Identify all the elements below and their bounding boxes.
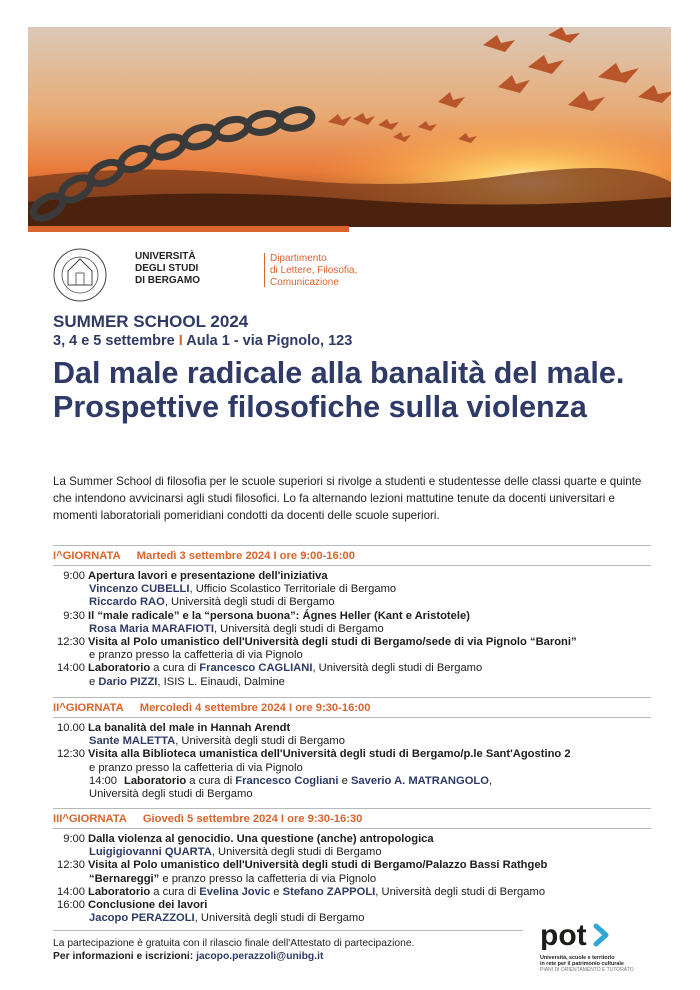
page-title: Dal male radicale alla banalità del male. Prospettive filosofiche sulla violenza bbox=[53, 356, 625, 424]
event-dates-place bbox=[53, 332, 653, 351]
university-seal-icon bbox=[52, 245, 136, 305]
session-title: Apertura lavori e presentazione dell'iniziativa bbox=[88, 570, 328, 582]
schedule-item bbox=[53, 859, 651, 872]
department-line: Comunicazione bbox=[270, 277, 339, 288]
separator: I bbox=[178, 333, 183, 349]
session-title: Laboratorio bbox=[124, 774, 187, 787]
time: 12:30 bbox=[57, 859, 85, 872]
contact-email-link[interactable]: jacopo.perazzoli@unibg.it bbox=[196, 951, 324, 962]
day-3-section bbox=[53, 808, 651, 925]
contact-label: Per informazioni e iscrizioni: bbox=[53, 951, 194, 962]
schedule-item bbox=[53, 722, 651, 735]
session-title: Visita alla Biblioteca umanistica dell'Università degli studi di Bergamo/p.le Sant'Agostino 2 bbox=[88, 748, 571, 761]
session-title: Visita al Polo umanistico dell'Università degli studi di Bergamo/Palazzo Bassi Rathgeb bbox=[88, 859, 548, 872]
day-when: Martedì 3 settembre 2024 I ore 9:00-16:00 bbox=[136, 550, 355, 562]
speaker-line bbox=[53, 846, 651, 859]
connector: e bbox=[338, 774, 351, 787]
note-line bbox=[53, 762, 651, 775]
speaker: Jacopo PERAZZOLI bbox=[89, 912, 195, 925]
note: e pranzo presso la caffetteria di via Pignolo bbox=[89, 649, 303, 662]
university-name bbox=[135, 251, 265, 287]
session-title: La banalità del male in Hannah Arendt bbox=[88, 722, 291, 734]
schedule-item bbox=[53, 886, 651, 899]
session-title: Laboratorio bbox=[88, 885, 151, 898]
note: e pranzo presso la caffetteria di via Pignolo bbox=[89, 761, 303, 774]
affiliation: , Università degli studi di Bergamo bbox=[211, 846, 382, 859]
day-label: II^GIORNATA bbox=[53, 702, 124, 714]
time: 12:30 bbox=[57, 636, 85, 649]
university-name-line: DI BERGAMO bbox=[135, 275, 200, 286]
affiliation: , bbox=[488, 774, 493, 787]
pot-subtitle: PIANI DI ORIENTAMENTO E TUTORATO bbox=[540, 967, 634, 973]
time: 9:00 bbox=[63, 833, 85, 845]
speaker: Francesco Cogliani bbox=[235, 774, 339, 787]
speaker-line bbox=[53, 596, 651, 609]
day-label: III^GIORNATA bbox=[53, 813, 127, 825]
speaker-line bbox=[53, 676, 651, 689]
speaker: Sante MALETTA bbox=[89, 735, 176, 748]
pot-logo bbox=[540, 920, 670, 976]
schedule-item bbox=[53, 662, 651, 675]
note-line bbox=[53, 788, 651, 801]
note-line bbox=[53, 873, 651, 886]
day-header bbox=[53, 545, 651, 566]
participation-note: La partecipazione è gratuita con il rilascio finale dell'Attestato di partecipazione. bbox=[53, 938, 415, 949]
department-line: di Lettere, Filosofia, bbox=[270, 265, 358, 276]
sunset-chain-birds-illustration bbox=[28, 27, 671, 227]
session-title: Laboratorio bbox=[88, 662, 151, 675]
schedule-item bbox=[53, 570, 651, 583]
time: 14:00 bbox=[57, 662, 85, 675]
contact-line bbox=[53, 950, 533, 963]
affiliation: , Università degli studi di Bergamo bbox=[164, 596, 335, 609]
note: e pranzo presso la caffetteria di via Pignolo bbox=[159, 872, 377, 885]
schedule-item bbox=[53, 610, 651, 623]
affiliation: , Università degli studi di Bergamo bbox=[175, 735, 345, 748]
session-title: “Bernareggi” bbox=[89, 872, 160, 885]
department-name bbox=[270, 253, 420, 289]
connector: a cura di bbox=[150, 662, 200, 675]
day-when: Giovedì 5 settembre 2024 I ore 9:30-16:30 bbox=[142, 813, 363, 825]
affiliation: Università degli studi di Bergamo bbox=[89, 788, 253, 801]
affiliation: , Università degli studi di Bergamo bbox=[194, 912, 365, 925]
university-name-line: DEGLI STUDI bbox=[135, 263, 199, 274]
schedule-item bbox=[53, 636, 651, 649]
event-dates: 3, 4 e 5 settembre bbox=[53, 333, 175, 349]
speaker: Francesco CAGLIANI bbox=[199, 662, 313, 675]
time: 16:00 bbox=[57, 899, 85, 912]
pot-tagline: in rete per il patrimonio culturale bbox=[540, 961, 624, 967]
department-line: Dipartimento bbox=[270, 253, 327, 264]
connector: a cura di bbox=[186, 774, 236, 787]
footer-divider bbox=[53, 930, 523, 931]
note-line bbox=[53, 649, 651, 662]
session-title: Dalla violenza al genocidio. Una questione (anche) antropologica bbox=[88, 833, 434, 845]
accent-bar bbox=[28, 226, 349, 232]
hero-image bbox=[28, 27, 671, 227]
schedule-item bbox=[53, 748, 651, 761]
connector: e bbox=[270, 885, 283, 898]
time: 12:30 bbox=[57, 748, 85, 761]
pot-wordmark: pot bbox=[540, 920, 587, 950]
speaker: Evelina Jovic bbox=[199, 885, 271, 898]
schedule-item bbox=[53, 775, 651, 788]
time: 14:00 bbox=[89, 774, 117, 787]
divider bbox=[264, 253, 265, 287]
speaker-line bbox=[53, 583, 651, 596]
day-header bbox=[53, 697, 651, 718]
day-when: Mercoledì 4 settembre 2024 I ore 9:30-16:00 bbox=[139, 702, 371, 714]
speaker: Dario PIZZI bbox=[98, 675, 158, 688]
university-name-line: UNIVERSITÀ bbox=[135, 251, 196, 262]
session-title: Conclusione dei lavori bbox=[88, 899, 208, 912]
pot-tagline: Università, scuole e territorio bbox=[540, 955, 615, 961]
day-header bbox=[53, 808, 651, 829]
intro-paragraph: La Summer School di filosofia per le scuole superiori si rivolge a studenti e studentesse delle classi quarte e quinte che intendono avvicinarsi agli studi filosofici. Lo fa alternando lezioni mattutine tenute da docenti universitari e momenti laboratoriali pomeridiani condotti da docenti delle scuole superiori. bbox=[53, 475, 642, 522]
arrow-icon bbox=[596, 926, 606, 944]
time: 10.00 bbox=[57, 722, 85, 734]
session-title: Il “male radicale” e la “persona buona”: Ágnes Heller (Kant e Aristotele) bbox=[88, 609, 470, 622]
day-2-section bbox=[53, 697, 651, 801]
event-place: Aula 1 - via Pignolo, 123 bbox=[186, 333, 353, 349]
speaker-line bbox=[53, 735, 651, 748]
event-header bbox=[53, 312, 653, 351]
time: 14:00 bbox=[57, 885, 85, 898]
speaker: Luigigiovanni QUARTA bbox=[89, 846, 212, 859]
schedule-item bbox=[53, 899, 651, 912]
speaker: Saverio A. MATRANGOLO bbox=[350, 774, 489, 787]
event-series: SUMMER SCHOOL 2024 bbox=[53, 312, 249, 331]
affiliation: , Università degli studi di Bergamo bbox=[213, 622, 384, 635]
time: 9:30 bbox=[63, 609, 85, 622]
connector: a cura di bbox=[150, 885, 200, 898]
speaker-line bbox=[53, 623, 651, 636]
pot-wordmark-icon bbox=[540, 920, 610, 950]
affiliation: , Ufficio Scolastico Territoriale di Bergamo bbox=[189, 583, 397, 596]
day-1-section bbox=[53, 545, 651, 689]
session-title: Visita al Polo umanistico dell'Università degli studi di Bergamo/sede di via Pignolo “Baroni” bbox=[88, 636, 577, 649]
speaker: Vincenzo CUBELLI bbox=[89, 583, 190, 596]
footer bbox=[53, 937, 533, 963]
time: 9:00 bbox=[63, 570, 85, 582]
speaker: Riccardo RAO bbox=[89, 596, 165, 609]
schedule-item bbox=[53, 833, 651, 846]
connector: e bbox=[89, 675, 99, 688]
speaker: Stefano ZAPPOLI bbox=[282, 885, 376, 898]
affiliation: , Università degli studi di Bergamo bbox=[375, 885, 546, 898]
affiliation: , Università degli studi di Bergamo bbox=[312, 662, 483, 675]
speaker: Rosa Maria MARAFIOTI bbox=[89, 622, 214, 635]
affiliation: , ISIS L. Einaudi, Dalmine bbox=[157, 675, 285, 688]
day-label: I^GIORNATA bbox=[53, 550, 121, 562]
